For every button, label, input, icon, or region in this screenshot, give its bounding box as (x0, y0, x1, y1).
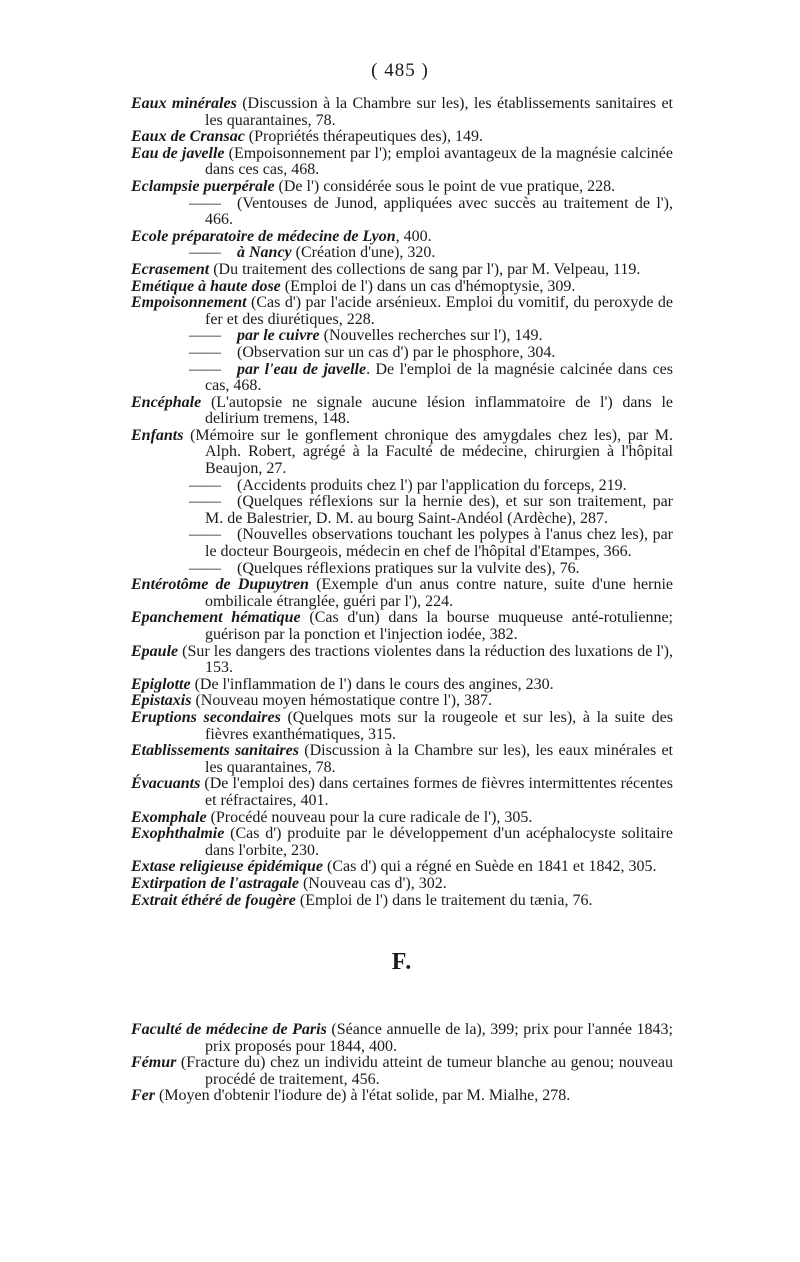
entry-text: (Fracture du) chez un individu atteint de tumeur blanche au genou; nouveau procédé de traitement, 456. (176, 1054, 673, 1088)
index-entry (131, 743, 673, 776)
entry-heading: Eaux de Cransac (131, 128, 245, 146)
entry-text: (Quelques réflexions sur la hernie des), et sur son traitement, par M. de Balestrier, D. M. au bourg Saint-Andéol (Ardèche), 287. (205, 493, 673, 527)
entry-text: (De l'emploi des) dans certaines formes de fièvres intermittentes récentes et réfractaires, 401. (200, 775, 673, 809)
entry-heading: Enfants (131, 426, 184, 444)
repeat-dash: —— (189, 244, 221, 262)
index-entry (131, 245, 673, 262)
entry-text: (Procédé nouveau pour la cure radicale de l'), 305. (206, 808, 533, 826)
entry-text: (Création d'une), 320. (291, 244, 436, 262)
index-entry (131, 693, 673, 710)
index-entry (131, 262, 673, 279)
index-entry (131, 146, 673, 179)
entry-heading: Eau de javelle (131, 144, 225, 162)
index-entry (131, 826, 673, 859)
entry-text: (Du traitement des collections de sang par l'), par M. Velpeau, 119. (209, 260, 641, 278)
index-entry (131, 395, 673, 428)
entry-text: (Nouvelles recherches sur l'), 149. (319, 327, 543, 345)
entry-text: (Discussion à la Chambre sur les), les établissements sanitaires et les quarantaines, 78. (205, 95, 673, 129)
entry-heading: Eclampsie puerpérale (131, 177, 275, 195)
entry-heading: Emétique à haute dose (131, 277, 281, 295)
index-entry (131, 1022, 673, 1055)
entry-text: , 400. (395, 227, 432, 245)
index-entry (131, 610, 673, 643)
entry-text: (Nouveau moyen hémostatique contre l'), 387. (191, 692, 493, 710)
entry-heading: Faculté de médecine de Paris (131, 1021, 327, 1039)
index-entry (131, 859, 673, 876)
entry-heading: Extirpation de l'astragale (131, 874, 300, 892)
entry-heading: Epanchement hématique (131, 609, 301, 627)
index-entry (131, 876, 673, 893)
index-entry (131, 893, 673, 910)
entry-text: (Observation sur un cas d') par le phosphore, 304. (237, 343, 556, 361)
entry-text: (Cas d') produite par le développement d'un acéphalocyste solitaire dans l'orbite, 230. (205, 825, 673, 859)
index-entry (131, 644, 673, 677)
index-entry (131, 710, 673, 743)
entry-heading: Évacuants (131, 775, 201, 793)
index-entry (131, 677, 673, 694)
repeat-dash: —— (189, 194, 221, 212)
index-entry (131, 478, 673, 495)
index-entry (131, 561, 673, 578)
entry-heading: Ecrasement (131, 260, 210, 278)
entry-text: (Nouveau cas d'), 302. (299, 874, 447, 892)
entry-heading: Etablissements sanitaires (131, 742, 299, 760)
entry-heading: Fémur (131, 1054, 177, 1072)
entry-heading: Entérotôme de Dupuytren (131, 576, 309, 594)
index-entry (131, 527, 673, 560)
page-number: ( 485 ) (371, 60, 429, 81)
entry-text: (De l') considérée sous le point de vue pratique, 228. (274, 177, 616, 195)
index-section-f (131, 1022, 673, 1105)
repeat-dash: —— (189, 493, 221, 511)
entry-heading: par le cuivre (237, 327, 320, 345)
entry-text: (Sur les dangers des tractions violentes dans la réduction des luxations de l'), 153. (178, 642, 673, 677)
index-entry (131, 279, 673, 296)
repeat-dash: —— (189, 343, 221, 361)
entry-heading: Extase religieuse épidémique (131, 858, 323, 876)
entry-text: (Quelques mots sur la rougeole et sur les), à la suite des fièvres exanthématiques, 315. (205, 708, 673, 743)
entry-heading: Eruptions secondaires (131, 708, 281, 726)
index-entry (131, 428, 673, 478)
repeat-dash: —— (189, 360, 221, 378)
entry-heading: par l'eau de javelle (237, 360, 367, 378)
entry-text: . De l'emploi de la magnésie calcinée dans ces cas, 468. (205, 360, 674, 395)
entry-heading: à Nancy (237, 244, 292, 262)
entry-heading: Epistaxis (131, 692, 192, 710)
entry-text: (Mémoire sur le gonflement chronique des amygdales chez les), par M. Alph. Robert, agrégé à la Faculté de médecine, chirurgien à l'hôpital Beaujon, 27. (183, 426, 673, 478)
index-entry (131, 776, 673, 809)
entry-heading: Extrait éthéré de fougère (131, 891, 296, 909)
index-entry (131, 328, 673, 345)
index-entry (131, 196, 673, 229)
entry-text: (Emploi de l') dans un cas d'hémoptysie, 309. (280, 277, 576, 295)
entry-heading: Exomphale (131, 808, 207, 826)
repeat-dash: —— (189, 559, 221, 577)
entry-heading: Eaux minérales (131, 95, 237, 112)
index-entry (131, 1088, 673, 1105)
index-entry (131, 810, 673, 827)
index-entry (131, 96, 673, 129)
entry-heading: Ecole préparatoire de médecine de Lyon (131, 227, 396, 245)
entry-heading: Exophthalmie (131, 825, 225, 843)
repeat-dash: —— (189, 327, 221, 345)
entry-text: (Cas d') qui a régné en Suède en 1841 et 1842, 305. (322, 858, 657, 876)
repeat-dash: —— (189, 526, 221, 544)
entry-heading: Epiglotte (131, 675, 191, 693)
entry-text: (Séance annuelle de la), 399; prix pour l'année 1843; prix proposés pour 1844, 400. (205, 1021, 674, 1055)
entry-text: (L'autopsie ne signale aucune lésion inflammatoire de l') dans le delirium tremens, 148. (201, 393, 673, 428)
entry-text: (Empoisonnement par l'); emploi avantageux de la magnésie calcinée dans ces cas, 468. (205, 144, 673, 179)
index-entry (131, 577, 673, 610)
index-entry (131, 345, 673, 362)
entry-heading: Empoisonnement (131, 294, 247, 312)
entry-text: (Emploi de l') dans le traitement du tænia, 76. (295, 891, 593, 909)
entry-text: (Cas d') par l'acide arsénieux. Emploi du vomitif, du peroxyde de fer et des diurétiques, 228. (205, 294, 673, 328)
index-entry (131, 229, 673, 246)
index-entry (131, 179, 673, 196)
entry-text: (Ventouses de Junod, appliquées avec succès au traitement de l'), 466. (205, 194, 673, 229)
entry-text: (Discussion à la Chambre sur les), les eaux minérales et les quarantaines, 78. (205, 742, 673, 776)
entry-text: (Moyen d'obtenir l'iodure de) à l'état solide, par M. Mialhe, 278. (155, 1087, 571, 1105)
index-entry (131, 362, 673, 395)
entry-text: (Quelques réflexions pratiques sur la vulvite des), 76. (237, 559, 580, 577)
entry-heading: Fer (131, 1087, 155, 1105)
entry-text: (De l'inflammation de l') dans le cours des angines, 230. (190, 675, 554, 693)
index-entry (131, 1055, 673, 1088)
section-letter: F. (391, 949, 413, 976)
entry-text: (Accidents produits chez l') par l'application du forceps, 219. (237, 476, 627, 494)
repeat-dash: —— (189, 476, 221, 494)
entry-heading: Epaule (131, 642, 179, 660)
entry-heading: Encéphale (131, 393, 202, 411)
entry-text: (Exemple d'un anus contre nature, suite d'une hernie ombilicale étranglée, guéri par l'), 224. (205, 576, 674, 610)
index-column (131, 96, 673, 1105)
entry-text: (Propriétés thérapeutiques des), 149. (244, 128, 483, 146)
entry-text: (Nouvelles observations touchant les polypes à l'anus chez les), par le docteur Bourgeois, médecin en chef de l'hôpital d'Etampes, 366. (205, 526, 673, 561)
index-entry (131, 295, 673, 328)
index-entry (131, 129, 673, 146)
index-section-e (131, 96, 673, 909)
entry-text: (Cas d'un) dans la bourse muqueuse anté-rotulienne; guérison par la ponction et l'injection iodée, 382. (205, 609, 674, 643)
index-entry (131, 494, 673, 527)
